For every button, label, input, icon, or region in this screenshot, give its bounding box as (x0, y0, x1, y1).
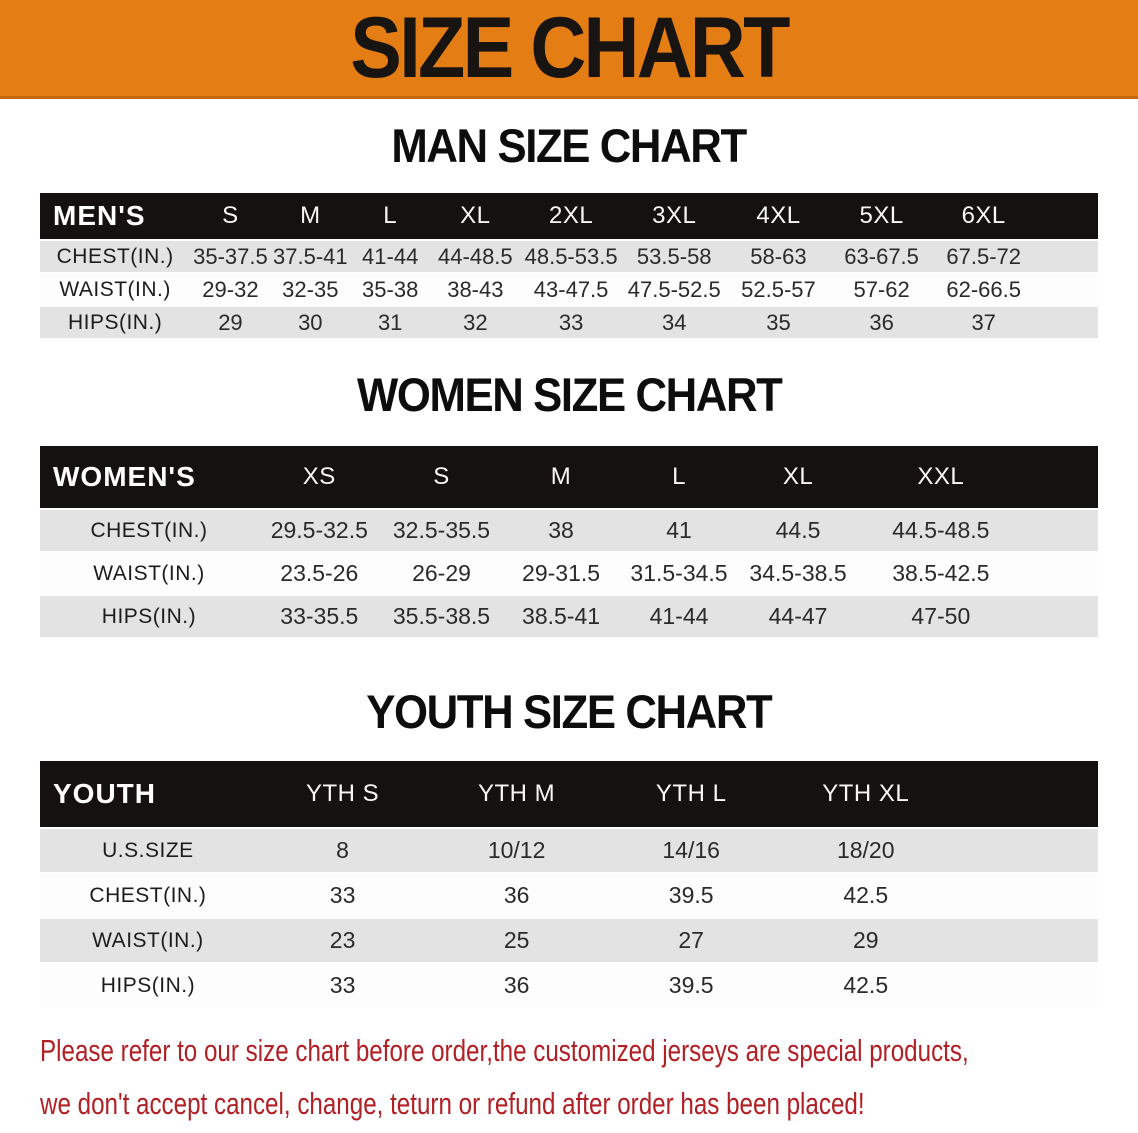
measurement-row (40, 510, 1098, 551)
disclaimer-line-2-text: we don't accept cancel, change, teturn or refund after order has been placed! (40, 1086, 865, 1121)
measurement-value: 33-35.5 (258, 596, 381, 637)
table-label-header: MEN'S (40, 193, 190, 239)
measurement-value: 29.5-32.5 (258, 510, 381, 551)
men-size-table (40, 191, 1098, 340)
measurement-row (40, 241, 1098, 272)
measurement-value: 48.5-53.5 (520, 241, 622, 272)
row-filler (953, 919, 1098, 962)
measurement-value: 38.5-41 (502, 596, 619, 637)
row-filler (953, 829, 1098, 872)
row-label: CHEST(IN.) (40, 510, 258, 551)
row-label: WAIST(IN.) (40, 919, 256, 962)
women-section-title-text: WOMEN SIZE CHART (356, 368, 782, 421)
size-column-header: S (381, 446, 503, 508)
row-filler (1024, 553, 1098, 594)
size-column-header: L (620, 446, 738, 508)
table-header-row (40, 761, 1098, 827)
size-column-header: YTH XL (778, 761, 953, 827)
measurement-row (40, 964, 1098, 1007)
page-title: SIZE CHART (350, 0, 788, 96)
measurement-value: 23 (256, 919, 430, 962)
measurement-value: 35-38 (350, 274, 430, 305)
measurement-value: 44-47 (738, 596, 858, 637)
row-filler (953, 964, 1098, 1007)
row-filler (1024, 510, 1098, 551)
size-column-header: XL (430, 193, 520, 239)
measurement-value: 32-35 (271, 274, 350, 305)
size-column-header: YTH S (256, 761, 430, 827)
measurement-value: 33 (520, 307, 622, 338)
table-header-row (40, 446, 1098, 508)
youth-section (0, 685, 1138, 1009)
row-label: CHEST(IN.) (40, 874, 256, 917)
measurement-value: 31.5-34.5 (620, 553, 738, 594)
size-column-header: L (350, 193, 430, 239)
size-column-header: 2XL (520, 193, 622, 239)
measurement-value: 29 (190, 307, 270, 338)
measurement-value: 29 (778, 919, 953, 962)
size-column-header: YTH M (429, 761, 604, 827)
youth-size-table (40, 759, 1098, 1009)
measurement-value: 39.5 (604, 874, 779, 917)
measurement-row (40, 596, 1098, 637)
measurement-value: 42.5 (778, 964, 953, 1007)
measurement-value: 67.5-72 (933, 241, 1035, 272)
measurement-value: 47-50 (858, 596, 1024, 637)
measurement-value: 36 (429, 874, 604, 917)
header-filler (953, 761, 1098, 827)
row-filler (1034, 307, 1098, 338)
measurement-value: 10/12 (429, 829, 604, 872)
measurement-value: 62-66.5 (933, 274, 1035, 305)
measurement-value: 32 (430, 307, 520, 338)
measurement-value: 57-62 (830, 274, 933, 305)
row-filler (1024, 596, 1098, 637)
row-label: HIPS(IN.) (40, 964, 256, 1007)
measurement-value: 39.5 (604, 964, 779, 1007)
women-table-wrap (40, 444, 1098, 639)
measurement-value: 25 (429, 919, 604, 962)
size-column-header: YTH L (604, 761, 779, 827)
men-table-wrap (40, 191, 1098, 340)
measurement-value: 29-32 (190, 274, 270, 305)
header-filler (1024, 446, 1098, 508)
measurement-value: 44.5-48.5 (858, 510, 1024, 551)
measurement-value: 42.5 (778, 874, 953, 917)
measurement-value: 33 (256, 874, 430, 917)
row-filler (953, 874, 1098, 917)
row-filler (1034, 274, 1098, 305)
measurement-row (40, 919, 1098, 962)
row-label: HIPS(IN.) (40, 307, 190, 338)
size-column-header: 3XL (622, 193, 727, 239)
size-column-header: 6XL (933, 193, 1035, 239)
measurement-value: 31 (350, 307, 430, 338)
measurement-value: 26-29 (381, 553, 503, 594)
measurement-value: 35 (727, 307, 831, 338)
measurement-value: 33 (256, 964, 430, 1007)
measurement-value: 38.5-42.5 (858, 553, 1024, 594)
measurement-value: 47.5-52.5 (622, 274, 727, 305)
measurement-row (40, 874, 1098, 917)
header-filler (1034, 193, 1098, 239)
measurement-value: 43-47.5 (520, 274, 622, 305)
row-label: HIPS(IN.) (40, 596, 258, 637)
youth-table-wrap (40, 759, 1098, 1009)
men-section (0, 119, 1138, 340)
measurement-value: 36 (830, 307, 933, 338)
size-column-header: XXL (858, 446, 1024, 508)
measurement-row (40, 307, 1098, 338)
row-label: CHEST(IN.) (40, 241, 190, 272)
row-filler (1034, 241, 1098, 272)
table-label-header: WOMEN'S (40, 446, 258, 508)
measurement-value: 37 (933, 307, 1035, 338)
measurement-value: 18/20 (778, 829, 953, 872)
measurement-value: 8 (256, 829, 430, 872)
women-section (0, 368, 1138, 639)
youth-section-title (0, 685, 1138, 738)
measurement-value: 27 (604, 919, 779, 962)
disclaimer (40, 1027, 1138, 1133)
row-label: U.S.SIZE (40, 829, 256, 872)
measurement-value: 35-37.5 (190, 241, 270, 272)
measurement-value: 58-63 (727, 241, 831, 272)
measurement-value: 37.5-41 (271, 241, 350, 272)
women-size-table (40, 444, 1098, 639)
disclaimer-line-1 (40, 1027, 1138, 1080)
measurement-value: 32.5-35.5 (381, 510, 503, 551)
measurement-value: 63-67.5 (830, 241, 933, 272)
disclaimer-line-1-text: Please refer to our size chart before order,the customized jerseys are special products, (40, 1033, 969, 1068)
measurement-value: 41-44 (350, 241, 430, 272)
men-section-title-text: MAN SIZE CHART (391, 119, 747, 172)
size-column-header: 5XL (830, 193, 933, 239)
row-label: WAIST(IN.) (40, 274, 190, 305)
measurement-value: 29-31.5 (502, 553, 619, 594)
measurement-value: 34.5-38.5 (738, 553, 858, 594)
measurement-value: 38-43 (430, 274, 520, 305)
youth-section-title-text: YOUTH SIZE CHART (366, 685, 772, 738)
size-column-header: 4XL (727, 193, 831, 239)
measurement-value: 38 (502, 510, 619, 551)
table-header-row (40, 193, 1098, 239)
men-section-title (0, 119, 1138, 172)
size-column-header: XS (258, 446, 381, 508)
measurement-value: 44-48.5 (430, 241, 520, 272)
measurement-value: 41-44 (620, 596, 738, 637)
measurement-value: 35.5-38.5 (381, 596, 503, 637)
size-column-header: M (271, 193, 350, 239)
measurement-value: 52.5-57 (727, 274, 831, 305)
measurement-row (40, 553, 1098, 594)
measurement-value: 23.5-26 (258, 553, 381, 594)
measurement-row (40, 274, 1098, 305)
banner (0, 0, 1138, 99)
measurement-value: 36 (429, 964, 604, 1007)
size-column-header: XL (738, 446, 858, 508)
row-label: WAIST(IN.) (40, 553, 258, 594)
size-column-header: M (502, 446, 619, 508)
size-column-header: S (190, 193, 270, 239)
measurement-value: 53.5-58 (622, 241, 727, 272)
measurement-value: 44.5 (738, 510, 858, 551)
disclaimer-line-2 (40, 1080, 1138, 1133)
measurement-value: 34 (622, 307, 727, 338)
measurement-value: 14/16 (604, 829, 779, 872)
measurement-value: 30 (271, 307, 350, 338)
women-section-title (0, 368, 1138, 421)
table-label-header: YOUTH (40, 761, 256, 827)
measurement-value: 41 (620, 510, 738, 551)
measurement-row (40, 829, 1098, 872)
